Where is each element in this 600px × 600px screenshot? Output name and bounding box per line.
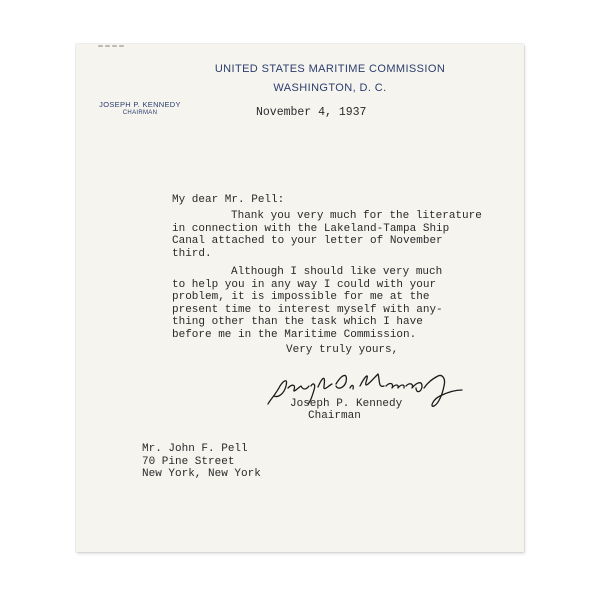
- paragraph-line: problem, it is impossible for me at the: [172, 291, 430, 303]
- typed-sender-name: Joseph P. Kennedy: [290, 398, 403, 410]
- letterhead-sender-title: CHAIRMAN: [122, 110, 158, 116]
- closing: Very truly yours,: [286, 344, 399, 356]
- typed-sender-title: Chairman: [308, 410, 361, 422]
- paragraph-line: in connection with the Lakeland-Tampa Ship: [172, 222, 450, 235]
- stain-marks: [98, 45, 124, 48]
- paragraph-line: thing other than the task which I have: [172, 316, 423, 328]
- paragraph-line: present time to interest myself with any-: [172, 303, 443, 316]
- paragraph-line: before me in the Maritime Commission.: [172, 328, 417, 341]
- paragraph-line: third.: [172, 247, 212, 260]
- recipient-address: [142, 443, 261, 481]
- paragraph-line: Thank you very much for the literature: [231, 210, 482, 222]
- address-line: 70 Pine Street: [142, 455, 235, 468]
- salutation: My dear Mr. Pell:: [172, 194, 285, 206]
- paragraph-2: [172, 266, 443, 341]
- paragraph-line: Although I should like very much: [231, 266, 443, 278]
- paragraph-line: Canal attached to your letter of November: [172, 235, 443, 247]
- paragraph-1: [172, 210, 482, 260]
- address-line: New York, New York: [142, 468, 261, 480]
- letter-page: [76, 44, 524, 552]
- letterhead-sender-name: JOSEPH P. KENNEDY: [99, 100, 181, 109]
- letterhead-organization: UNITED STATES MARITIME COMMISSION: [214, 63, 446, 75]
- address-line: Mr. John F. Pell: [142, 443, 248, 455]
- letterhead-location: WASHINGTON, D. C.: [273, 82, 387, 94]
- paragraph-line: to help you in any way I could with your: [172, 278, 437, 291]
- letter-date: November 4, 1937: [256, 106, 367, 119]
